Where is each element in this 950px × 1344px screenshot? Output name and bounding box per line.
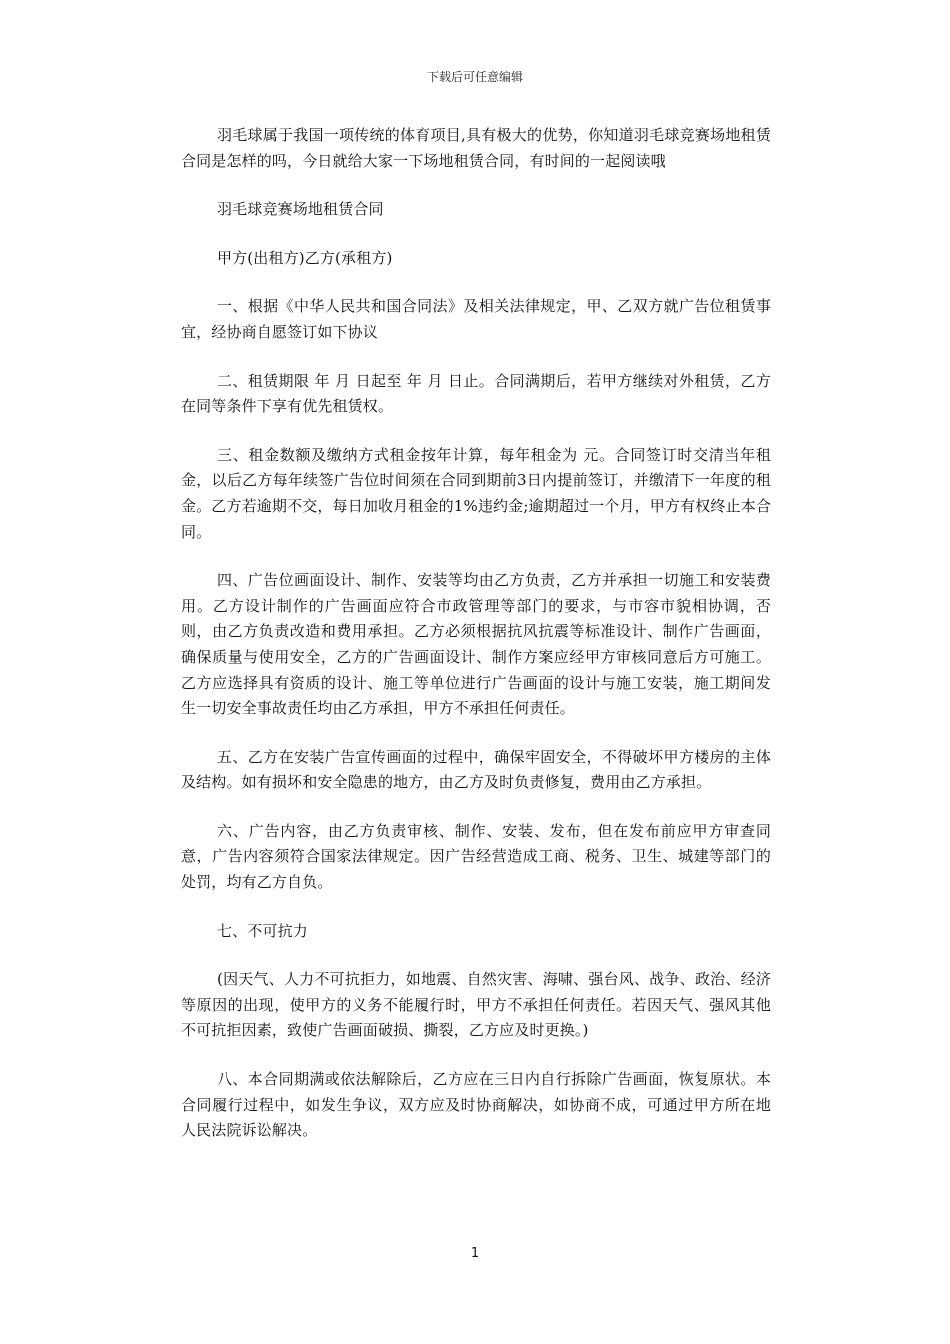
clause-2: 二、租赁期限 年 月 日起至 年 月 日止。合同满期后，若甲方继续对外租赁，乙方在同等条件下享有优先租赁权。 [181, 371, 771, 416]
clause-5: 五、乙方在安装广告宣传画面的过程中，确保牢固安全，不得破坏甲方楼房的主体及结构。如有损坏和安全隐患的地方，由乙方及时负责修复，费用由乙方承担。 [181, 747, 771, 792]
parties-line: 甲方(出租方)乙方(承租方) [217, 248, 393, 267]
page-number: 1 [470, 1246, 480, 1261]
clause-7-body: (因天气、人力不可抗拒力，如地震、自然灾害、海啸、强台风、战争、政治、经济等原因的出现，使甲方的义务不能履行时，甲方不承担任何责任。若因天气、强风其他不可抗拒因素，致使广告画面破损、撕裂，乙方应及时更换。) [181, 970, 771, 1040]
clause-4: 四、广告位画面设计、制作、安装等均由乙方负责，乙方并承担一切施工和安装费用。乙方设计制作的广告画面应符合市政管理等部门的要求，与市容市貌相协调，否则，由乙方负责改造和费用承担。乙方必须根据抗风抗震等标准设计、制作广告画面，确保质量与使用安全，乙方的广告画面设计、制作方案应经甲方审核同意后方可施工。乙方应选择具有资质的设计、施工等单位进行广告画面的设计与施工安装，施工期间发生一切安全事故责任均由乙方承担，甲方不承担任何责任。 [181, 571, 771, 718]
intro-paragraph: 羽毛球属于我国一项传统的体育项目,具有极大的优势，你知道羽毛球竞赛场地租赁合同是怎样的吗，今日就给大家一下场地租赁合同，有时间的一起阅读哦 [181, 126, 771, 170]
page-header: 下载后可任意编辑 [426, 70, 523, 84]
clause-3: 三、租金数额及缴纳方式租金按年计算，每年租金为 元。合同签订时交清当年租金，以后乙方每年续签广告位时间须在合同到期前3日内提前签订，并缴清下一年度的租金。乙方若逾期不交，每日加收月租金的1%违约金;逾期超过一个月，甲方有权终止本合同。 [181, 445, 771, 541]
contract-title: 羽毛球竞赛场地租赁合同 [217, 200, 384, 219]
clause-6: 六、广告内容，由乙方负责审核、制作、安装、发布，但在发布前应甲方审查同意，广告内容须符合国家法律规定。因广告经营造成工商、税务、卫生、城建等部门的处罚，均有乙方自负。 [181, 821, 771, 892]
clause-7-title: 七、不可抗力 [217, 921, 308, 940]
clause-1: 一、根据《中华人民共和国合同法》及相关法律规定，甲、乙双方就广告位租赁事宜，经协商自愿签订如下协议 [181, 297, 771, 341]
clause-8: 八、本合同期满或依法解除后，乙方应在三日内自行拆除广告画面，恢复原状。本合同履行过程中，如发生争议，双方应及时协商解决，如协商不成，可通过甲方所在地人民法院诉讼解决。 [181, 1070, 771, 1140]
document-body [181, 123, 771, 1167]
